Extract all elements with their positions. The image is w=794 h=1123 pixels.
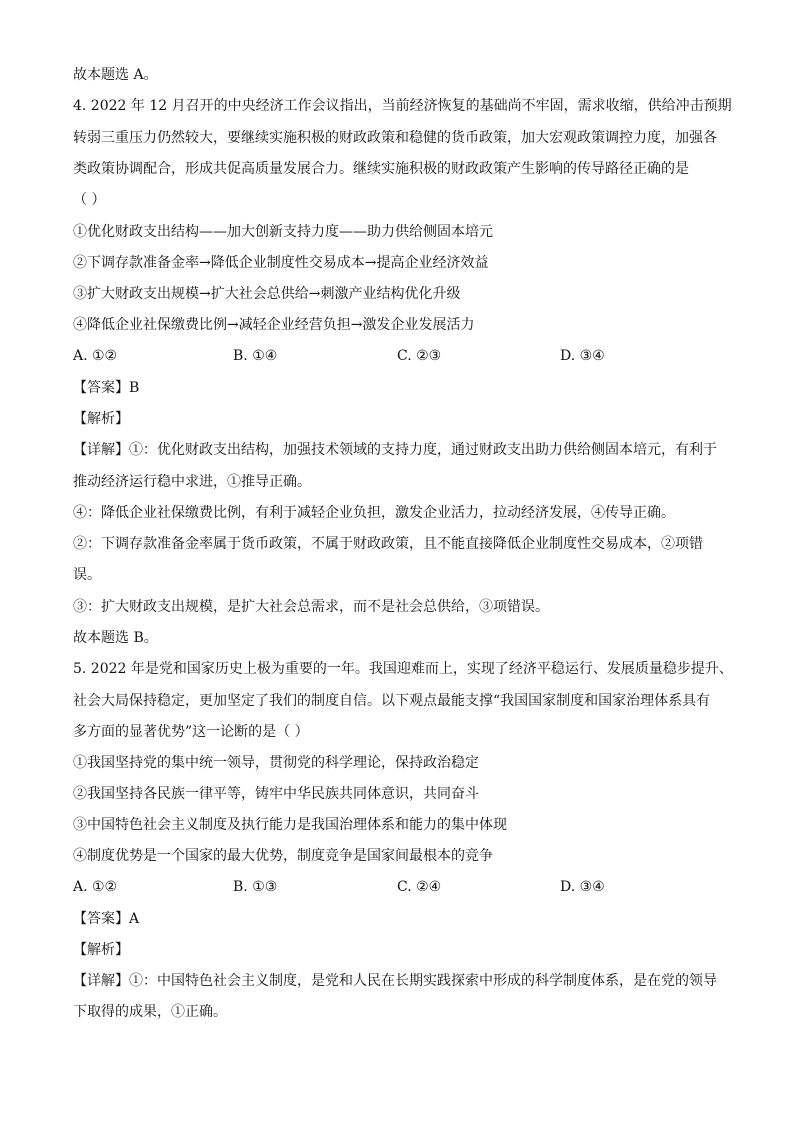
q4-item-2: ②下调存款准备金率→降低企业制度性交易成本→提高企业经济效益 [73, 255, 489, 271]
q4-detail-line: 推动经济运行稳中求进，①推导正确。 [73, 474, 311, 490]
q4-option-a: A. ①② [73, 348, 118, 364]
q5-item-1: ①我国坚持党的集中统一领导，贯彻党的科学理论，保持政治稳定 [73, 755, 479, 771]
q5-option-a: A. ①② [73, 879, 118, 895]
q4-stem-line: 类政策协调配合，形成共促高质量发展合力。继续实施积极的财政政策产生影响的传导路径正确的是 [73, 161, 689, 177]
q3-conclusion: 故本题选 A。 [73, 67, 158, 83]
q4-stem-line: 4. 2022 年 12 月召开的中央经济工作会议指出，当前经济恢复的基础尚不牢固，需求收缩，供给冲击预期 [73, 98, 732, 114]
q5-item-2: ②我国坚持各民族一律平等，铸牢中华民族共同体意识，共同奋斗 [73, 786, 479, 802]
q5-answer: 【答案】A [73, 911, 140, 927]
q4-item-3: ③扩大财政支出规模→扩大社会总供给→刺激产业结构优化升级 [73, 286, 461, 302]
q4-item-4: ④降低企业社保缴费比例→减轻企业经营负担→激发企业发展活力 [73, 317, 475, 333]
q4-item-1: ①优化财政支出结构——加大创新支持力度——助力供给侧固本培元 [73, 224, 493, 240]
q4-option-c: C. ②③ [397, 348, 442, 364]
q5-stem-line: 多方面的显著优势”这一论断的是（ ） [73, 724, 309, 740]
q5-item-3: ③中国特色社会主义制度及执行能力是我国治理体系和能力的集中体现 [73, 817, 507, 833]
q5-analysis-label: 【解析】 [73, 942, 129, 958]
q4-detail-line: 误。 [73, 567, 101, 583]
q4-option-d: D. ③④ [560, 348, 605, 364]
q5-detail-line: 下取得的成果，①正确。 [73, 1004, 227, 1020]
q4-conclusion: 故本题选 B。 [73, 630, 158, 646]
q5-item-4: ④制度优势是一个国家的最大优势，制度竞争是国家间最根本的竞争 [73, 848, 493, 864]
q5-option-d: D. ③④ [560, 879, 605, 895]
q4-detail-line: ②：下调存款准备金率属于货币政策，不属于财政政策，且不能直接降低企业制度性交易成本，②项错 [73, 536, 703, 552]
q4-option-b: B. ①④ [233, 348, 278, 364]
q4-answer: 【答案】B [73, 380, 140, 396]
q5-stem-line: 社会大局保持稳定，更加坚定了我们的制度自信。以下观点最能支撑“我国国家制度和国家治理体系具有 [73, 693, 711, 709]
q4-detail-line: ④：降低企业社保缴费比例，有利于减轻企业负担，激发企业活力，拉动经济发展，④传导正确。 [73, 505, 675, 521]
q4-analysis-label: 【解析】 [73, 411, 129, 427]
q5-detail-line: 【详解】①：中国特色社会主义制度，是党和人民在长期实践探索中形成的科学制度体系，是在党的领导 [73, 973, 717, 989]
q5-option-c: C. ②④ [397, 879, 442, 895]
q4-detail-line: 【详解】①：优化财政支出结构，加强技术领域的支持力度，通过财政支出助力供给侧固本培元，有利于 [73, 442, 717, 458]
q4-blank-bracket: （ ） [73, 192, 106, 208]
q5-stem-line: 5. 2022 年是党和国家历史上极为重要的一年。我国迎难而上，实现了经济平稳运行、发展质量稳步提升、 [73, 661, 733, 677]
q5-option-b: B. ①③ [233, 879, 278, 895]
q4-detail-line: ③：扩大财政支出规模，是扩大社会总需求，而不是社会总供给，③项错误。 [73, 599, 549, 615]
q4-stem-line: 转弱三重压力仍然较大，要继续实施积极的财政政策和稳健的货币政策，加大宏观政策调控力度，加强各 [73, 130, 717, 146]
